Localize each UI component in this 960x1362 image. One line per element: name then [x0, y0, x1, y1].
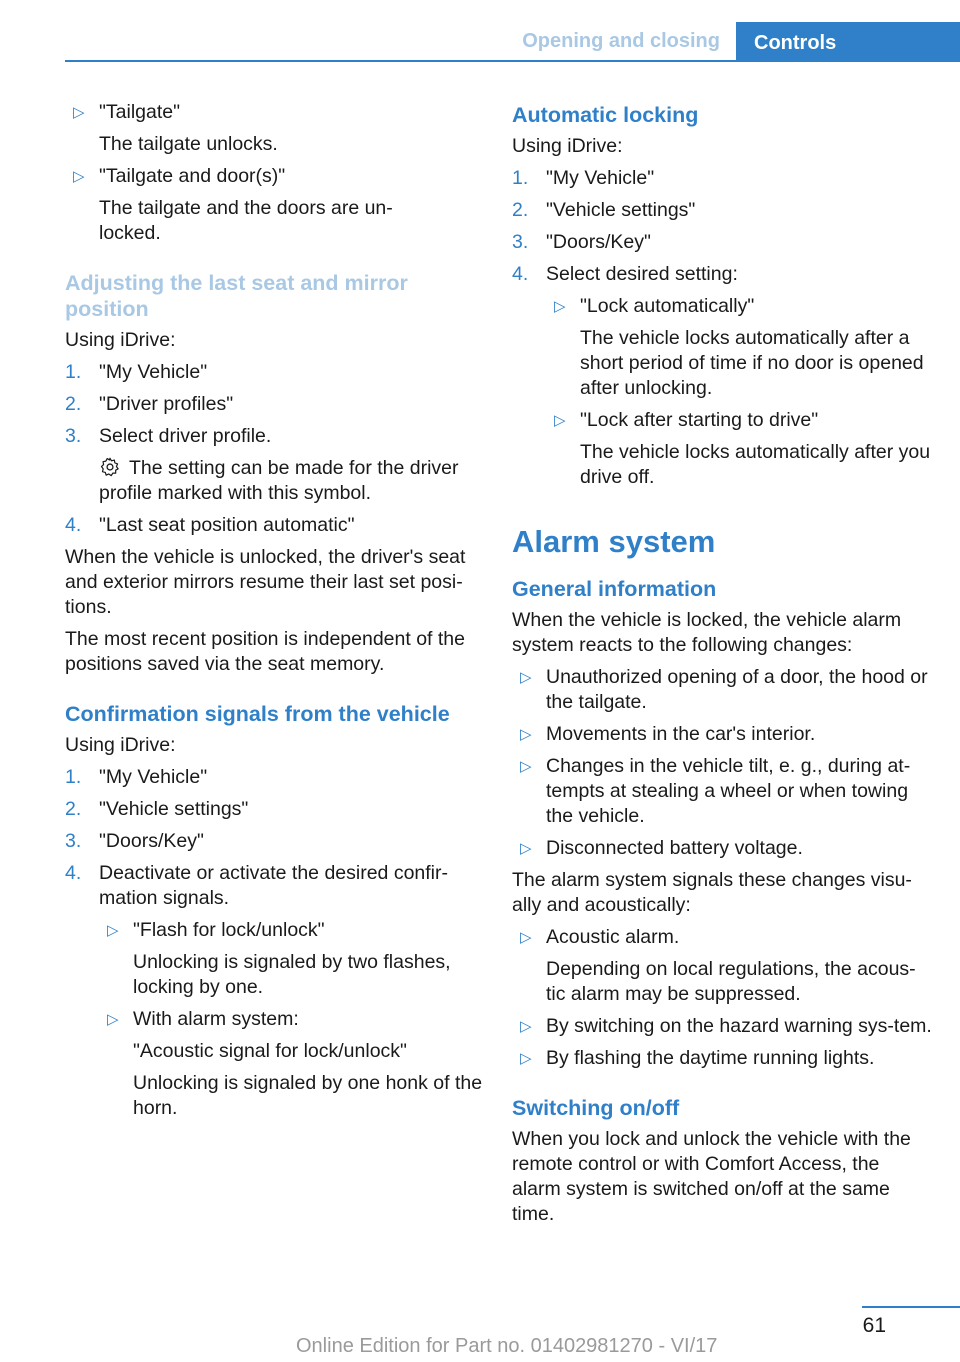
item-desc: Unlocking is signaled by one honk of the horn. [133, 1072, 483, 1119]
body-paragraph: When you lock and unlock the vehicle with the remote control or with Comfort Access, the alarm system is switched on/off at the same time. [512, 1128, 911, 1225]
step-number: 3. [512, 231, 529, 253]
step-text: Select desired setting: [546, 263, 738, 285]
numbered-step [65, 797, 483, 822]
section-title: Opening and closing [522, 30, 720, 52]
list-item [512, 1014, 932, 1039]
item-desc: The tailgate and the doors are un‐ locked. [99, 197, 393, 244]
item-text: Unauthorized opening of a door, the hood or the tailgate. [546, 666, 928, 713]
list-item [65, 164, 483, 246]
step-number: 4. [65, 862, 82, 884]
item-desc: Unlocking is signaled by two flashes, locking by one. [133, 951, 451, 998]
triangle-bullet-icon: ▷ [520, 726, 532, 743]
triangle-bullet-icon: ▷ [107, 1011, 119, 1028]
step-text: "Last seat position automatic" [99, 514, 355, 536]
list-item [512, 722, 932, 747]
step-text: "My Vehicle" [546, 167, 655, 189]
section-heading-switching: Switching on/off [512, 1096, 680, 1120]
numbered-step [512, 166, 932, 191]
gear-icon [99, 456, 121, 478]
step-text: "My Vehicle" [99, 766, 208, 788]
step-text: "Doors/Key" [99, 830, 204, 852]
numbered-step [65, 861, 483, 1121]
sub-list [546, 294, 932, 490]
numbered-step [512, 198, 932, 223]
list-item [99, 918, 483, 1000]
numbered-step [512, 262, 932, 490]
step-text: Select driver profile. [99, 425, 272, 447]
step-number: 2. [512, 199, 529, 221]
step-number: 3. [65, 830, 82, 852]
step-text: "Vehicle settings" [99, 798, 249, 820]
item-title: "Lock after starting to drive" [580, 409, 819, 431]
page-number: 61 [862, 1314, 886, 1337]
page-header [0, 0, 960, 62]
step-text: "My Vehicle" [99, 361, 208, 383]
step-number: 4. [65, 514, 82, 536]
symbol-note-text: The setting can be made for the driver profile marked with this symbol. [99, 457, 459, 504]
intro-text: Using iDrive: [512, 135, 623, 157]
item-title: "Tailgate and door(s)" [99, 165, 286, 187]
numbered-step [65, 765, 483, 790]
item-title: With alarm system: [133, 1008, 299, 1030]
numbered-step [65, 360, 483, 385]
list-item [512, 1046, 932, 1071]
section-heading-automatic-locking: Automatic locking [512, 103, 699, 127]
numbered-step [65, 829, 483, 854]
list-item [65, 100, 483, 157]
body-paragraph: The most recent position is independent of the positions saved via the seat memory. [65, 628, 465, 675]
step-number: 1. [65, 361, 82, 383]
triangle-bullet-icon: ▷ [73, 104, 85, 121]
item-title: Acoustic alarm. [546, 926, 680, 948]
step-text: "Doors/Key" [546, 231, 651, 253]
item-text: Changes in the vehicle tilt, e. g., during at‐tempts at stealing a wheel or when towing the vehicle. [546, 755, 911, 827]
list-item [512, 925, 932, 1007]
triangle-bullet-icon: ▷ [554, 298, 566, 315]
chapter-heading-alarm-system: Alarm system [512, 524, 716, 559]
intro-text: Using iDrive: [65, 734, 176, 756]
triangle-bullet-icon: ▷ [520, 840, 532, 857]
item-desc: The vehicle locks automatically after a short period of time if no door is opened after unlocking. [580, 327, 924, 399]
step-text: Deactivate or activate the desired confir‐mation signals. [99, 862, 449, 909]
step-number: 2. [65, 393, 82, 415]
item-subtitle: "Acoustic signal for lock/unlock" [133, 1040, 407, 1062]
triangle-bullet-icon: ▷ [520, 929, 532, 946]
list-item [512, 836, 932, 861]
triangle-bullet-icon: ▷ [107, 922, 119, 939]
numbered-step [65, 424, 483, 506]
body-paragraph: The alarm system signals these changes visu‐ally and acoustically: [512, 869, 912, 916]
item-title: "Flash for lock/unlock" [133, 919, 325, 941]
item-desc: The tailgate unlocks. [99, 133, 278, 155]
section-heading-confirmation: Confirmation signals from the vehicle [65, 702, 450, 726]
step-number: 1. [512, 167, 529, 189]
triangle-bullet-icon: ▷ [554, 412, 566, 429]
step-number: 2. [65, 798, 82, 820]
section-heading-seat: Adjusting the last seat and mirror position [65, 271, 408, 321]
triangle-bullet-icon: ▷ [520, 1018, 532, 1035]
item-title: "Lock automatically" [580, 295, 755, 317]
item-desc: Depending on local regulations, the acous‐tic alarm may be suppressed. [546, 958, 916, 1005]
step-number: 4. [512, 263, 529, 285]
numbered-step [512, 230, 932, 255]
numbered-step [65, 392, 483, 417]
left-column [65, 100, 483, 1128]
edition-note: Online Edition for Part no. 01402981270 - VI/17 [296, 1335, 718, 1357]
triangle-bullet-icon: ▷ [520, 1050, 532, 1067]
sub-list [99, 918, 483, 1121]
item-title: By flashing the daytime running lights. [546, 1047, 875, 1069]
list-item [99, 1007, 483, 1121]
section-heading-general-information: General information [512, 577, 717, 601]
item-text: Disconnected battery voltage. [546, 837, 803, 859]
item-title: By switching on the hazard warning sys‐tem. [546, 1015, 932, 1037]
triangle-bullet-icon: ▷ [73, 168, 85, 185]
item-desc: The vehicle locks automatically after you drive off. [580, 441, 931, 488]
step-number: 1. [65, 766, 82, 788]
body-paragraph: When the vehicle is locked, the vehicle alarm system reacts to the following changes: [512, 609, 902, 656]
triangle-bullet-icon: ▷ [520, 758, 532, 775]
symbol-note [99, 456, 483, 506]
step-text: "Driver profiles" [99, 393, 234, 415]
list-item [546, 408, 932, 490]
triangle-bullet-icon: ▷ [520, 669, 532, 686]
item-title: "Tailgate" [99, 101, 181, 123]
step-number: 3. [65, 425, 82, 447]
list-item [512, 754, 932, 829]
list-item [512, 665, 932, 715]
intro-text: Using iDrive: [65, 329, 176, 351]
body-paragraph: When the vehicle is unlocked, the driver's seat and exterior mirrors resume their last set posi‐tions. [65, 546, 466, 618]
footer-rule [862, 1306, 960, 1308]
header-rule [65, 60, 960, 62]
list-item [546, 294, 932, 401]
chapter-tab: Controls [736, 22, 960, 62]
right-column [512, 100, 932, 1234]
item-text: Movements in the car's interior. [546, 723, 816, 745]
numbered-step [65, 513, 483, 538]
step-text: "Vehicle settings" [546, 199, 696, 221]
